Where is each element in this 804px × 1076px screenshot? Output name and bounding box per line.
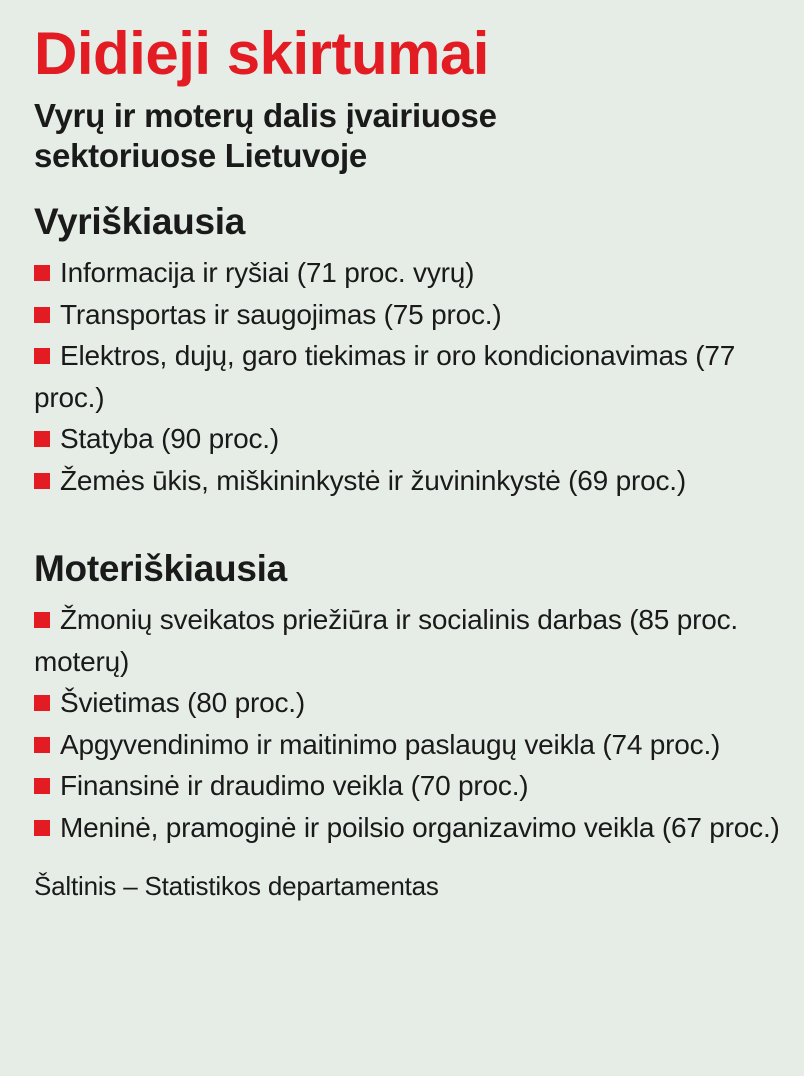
subtitle: [34, 96, 780, 176]
square-bullet-icon: [34, 473, 50, 489]
list-item-text: Transportas ir saugojimas (75 proc.): [60, 298, 502, 330]
square-bullet-icon: [34, 431, 50, 447]
list-item-text: Statyba (90 proc.): [60, 423, 279, 454]
list-item: [34, 599, 780, 682]
square-bullet-icon: [34, 348, 50, 364]
list-item-text: Žemės ūkis, miškininkystė ir žuvininkystė (69 proc.): [60, 464, 686, 496]
square-bullet-icon: [34, 778, 50, 794]
subtitle-line-2: sektoriuose Lietuvoje: [34, 137, 367, 174]
list-item: [34, 724, 780, 766]
list-item: [34, 682, 780, 724]
section-heading-most-female: Moteriškiausia: [34, 548, 287, 589]
list-item: [34, 335, 780, 418]
list-item: [34, 460, 780, 502]
square-bullet-icon: [34, 307, 50, 323]
list-item-text: Informacija ir ryšiai (71 proc. vyrų): [60, 257, 475, 288]
section-heading-most-male: Vyriškiausia: [34, 201, 246, 242]
list-item-text: Finansinė ir draudimo veikla (70 proc.): [60, 770, 529, 801]
square-bullet-icon: [34, 737, 50, 753]
square-bullet-icon: [34, 612, 50, 628]
list-item-text: Švietimas (80 proc.): [60, 687, 305, 718]
list-item: [34, 294, 780, 336]
list-item: [34, 418, 780, 460]
list-item-text: Meninė, pramoginė ir poilsio organizavimo veikla (67 proc.): [60, 811, 780, 843]
page-title: Didieji skirtumai: [34, 20, 489, 87]
list-item-text: Žmonių sveikatos priežiūra ir socialinis darbas (85 proc. moterų): [34, 604, 738, 677]
square-bullet-icon: [34, 265, 50, 281]
list-item: [34, 765, 780, 807]
subtitle-line-1: Vyrų ir moterų dalis įvairiuose: [34, 97, 497, 134]
list-item-text: Apgyvendinimo ir maitinimo paslaugų veikla (74 proc.): [60, 728, 721, 760]
list-item: [34, 807, 780, 849]
square-bullet-icon: [34, 695, 50, 711]
list-most-male: [34, 252, 780, 501]
list-most-female: [34, 599, 780, 848]
square-bullet-icon: [34, 820, 50, 836]
source-note: Šaltinis – Statistikos departamentas: [34, 871, 439, 901]
list-item: [34, 252, 780, 294]
list-item-text: Elektros, dujų, garo tiekimas ir oro kondicionavimas (77 proc.): [34, 340, 736, 413]
